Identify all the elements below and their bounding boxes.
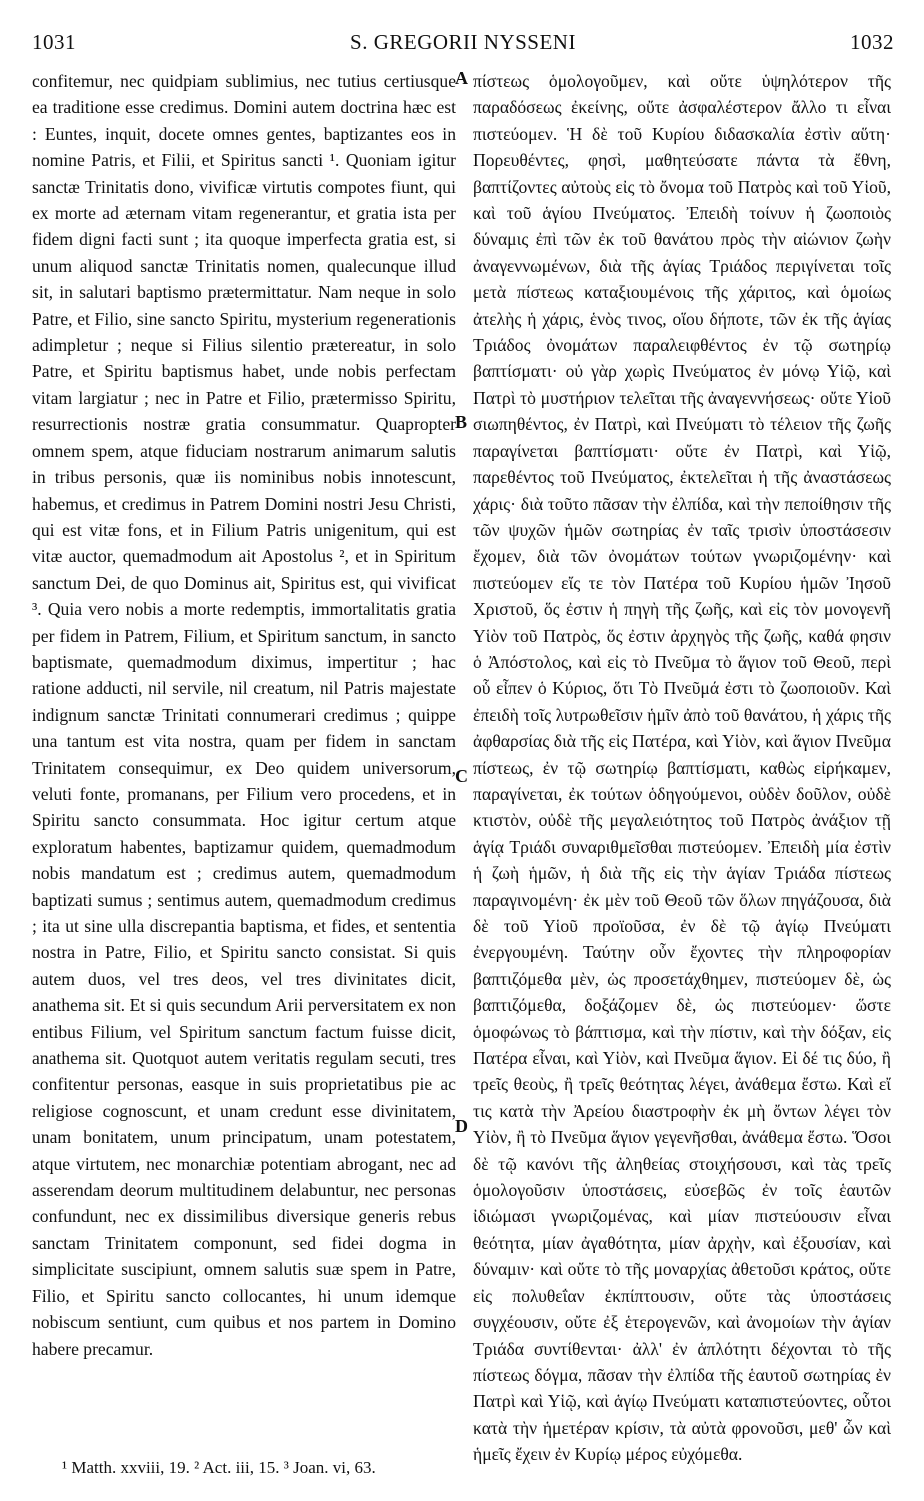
section-marker-d: D bbox=[455, 1116, 468, 1136]
footnotes: ¹ Matth. xxviii, 19. ² Act. iii, 15. ³ Joan. vi, 63. bbox=[62, 1458, 376, 1477]
page-number-left: 1031 bbox=[32, 30, 76, 54]
latin-column bbox=[32, 68, 456, 1448]
section-marker-b: B bbox=[455, 412, 468, 432]
section-marker-a: A bbox=[455, 68, 468, 88]
latin-text: confitemur, nec quidpiam sublimius, nec tutius certiusque ea traditione esse credimus. Domini autem doctrina hæc est : Euntes, inquit, docete omnes gentes, baptizantes eos in nomine Patris, et Filii, et Spiritus sancti ¹. Quoniam igitur sanctæ Trinitatis dono, vivificæ virtutis compotes fiunt, qui ex morte ad æternam vitam regenerantur, et gratia ista per fidem digni facti sunt ; ita quoque imperfecta gratia est, si unum aliquod sanctæ Trinitatis nomen, qualecunque illud sit, in salutari baptismo prætermittatur. Nam neque in solo Patre, et Filio, sine sancto Spiritu, mysterium regenerationis adimpletur ; neque si Filius silentio prætereatur, in solo Patre, et Spiritu baptismus habet, unde nobis perfectam vitam largiatur ; nec in Patre et Filio, prætermisso Spiritu, resurrectionis nostræ gratia consummatur. Quapropter omnem spem, atque fiduciam nostrarum animarum salutis in tribus personis, quæ iis nominibus nobis innotescunt, habemus, et credimus in Patrem Domini nostri Jesu Christi, qui est vitæ fons, et in Filium Patris unigenitum, qui est vitæ auctor, quemadmodum ait Apostolus ², et in Spiritum sanctum Dei, de quo Dominus ait, Spiritus est, qui vivificat ³. Quia vero nobis a morte redemptis, immortalitatis gratia per fidem in Patrem, Filium, et Spiritum sanctum, in sancto baptismate, quemadmodum diximus, impertitur ; hac ratione adducti, nil servile, nil creatum, nil Patris majestate indignum sanctæ Trinitati connumerari credimus ; quippe una tantum est vita nostra, quam per fidem in sanctam Trinitatem consequimur, ex Deo quidem universorum, veluti fonte, promanans, per Filium vero procedens, et in Spiritu sancto consummata. Hoc igitur certum atque exploratum habentes, baptizamur quidem, quemadmodum nobis mandatum est ; credimus autem, quemadmodum baptizati sumus ; sentimus autem, quemadmodum credimus ; ita ut sine ulla discrepantia baptisma, et fides, et sententia nostra in Patre, Filio, et Spiritu sancto consistat. Si quis autem duos, vel tres deos, vel tres divinitates dicit, anathema sit. Et si quis secundum Arii perversitatem ex non entibus Filium, vel Spiritum sanctum factum fuisse dicit, anathema sit. Quotquot autem veritatis regulam secuti, tres confitentur personas, easque in suis proprietatibus pie ac religiose cognoscunt, et unam credunt esse divinitatem, unam bonitatem, unum principatum, unam potestatem, atque virtutem, nec monarchiæ potentiam abrogant, nec ad asserendam deorum multitudinem delabuntur, nec personas confundunt, nec ex dissimilibus diversique generis rebus sanctam Trinitatem componunt, sed fidei dogma in simplicitate suscipiunt, omnem salutis suæ spem in Patre, Filio, et Spiritu sancto collocantes, hi unum idemque nobiscum sentiunt, cum quibus et nos partem in Domino habere precamur. bbox=[32, 71, 456, 1359]
page-number-right: 1032 bbox=[850, 30, 894, 54]
section-marker-c: C bbox=[455, 766, 468, 786]
greek-text: πίστεως ὁμολογοῦμεν, καὶ οὔτε ὑψηλότερον τῆς παραδόσεως ἐκείνης, οὔτε ἀσφαλέστερον ἄλλο τι εἶναι πιστεύομεν. Ἡ δὲ τοῦ Κυρίου διδασκαλία ἐστὶν αὕτη· Πορευθέντες, φησὶ, μαθητεύσατε πάντα τὰ ἔθνη, βαπτίζοντες αὐτοὺς εἰς τὸ ὄνομα τοῦ Πατρὸς καὶ τοῦ Υἱοῦ, καὶ τοῦ ἁγίου Πνεύματος. Ἐπειδὴ τοίνυν ἡ ζωοποιὸς δύναμις ἐπὶ τῶν ἐκ τοῦ θανάτου πρὸς τὴν αἰώνιον ζωὴν ἀναγεννωμένων, διὰ τῆς ἁγίας Τριάδος περιγίνεται τοῖς μετὰ πίστεως καταξιουμένοις τῆς χάριτος, καὶ ὁμοίως ἀτελὴς ἡ χάρις, ἑνὸς τινος, οἵου δήποτε, τῶν ἐκ τῆς ἁγίας Τριάδος ὀνομάτων παραλειφθέντος ἐν τῷ σωτηρίῳ βαπτίσματι· οὐ γὰρ χωρὶς Πνεύματος ἐν μόνῳ Υἱῷ, καὶ Πατρὶ τὸ μυστήριον τελεῖται τῆς ἀναγεννήσεως· οὔτε Υἱοῦ σιωπηθέντος, ἐν Πατρὶ, καὶ Πνεύματι τὸ τέλειον τῆς ζωῆς παραγίνεται βαπτίσματι· οὔτε ἐν Πατρὶ, καὶ Υἱῷ, παρεθέντος τοῦ Πνεύματος, ἐκτελεῖται ἡ τῆς ἀναστάσεως χάρις· διὰ τοῦτο πᾶσαν τὴν ἐλπίδα, καὶ τὴν πεποίθησιν τῆς τῶν ψυχῶν ἡμῶν σωτηρίας ἐν ταῖς τρισὶν ὑποστάσεσιν ἔχομεν, διὰ τῶν ὀνομάτων τούτων γνωριζομένην· καὶ πιστεύομεν εἴς τε τὸν Πατέρα τοῦ Κυρίου ἡμῶν Ἰησοῦ Χριστοῦ, ὅς ἐστιν ἡ πηγὴ τῆς ζωῆς, καὶ εἰς τὸν μονογενῆ Υἱὸν τοῦ Πατρὸς, ὅς ἐστιν ἀρχηγὸς τῆς ζωῆς, καθά φησιν ὁ Ἀπόστολος, καὶ εἰς τὸ Πνεῦμα τὸ ἅγιον τοῦ Θεοῦ, περὶ οὗ εἶπεν ὁ Κύριος, ὅτι Τὸ Πνεῦμά ἐστι τὸ ζωοποιοῦν. Καὶ ἐπειδὴ τοῖς λυτρωθεῖσιν ἡμῖν ἀπὸ τοῦ θανάτου, ἡ χάρις τῆς ἀφθαρσίας διὰ τῆς εἰς Πατέρα, καὶ Υἱὸν, καὶ ἅγιον Πνεῦμα πίστεως, ἐν τῷ σωτηρίῳ βαπτίσματι, καθὼς εἰρήκαμεν, παραγίνεται, ἐκ τούτων ὁδηγούμενοι, οὐδὲν δοῦλον, οὐδὲ κτιστὸν, οὐδὲ τῆς μεγαλειότητος τοῦ Πατρὸς ἀνάξιον τῇ ἁγίᾳ Τριάδι συναριθμεῖσθαι πιστεύομεν. Ἐπειδὴ μία ἐστὶν ἡ ζωὴ ἡμῶν, ἡ διὰ τῆς εἰς τὴν ἁγίαν Τριάδα πίστεως παραγινομένη· ἐκ μὲν τοῦ Θεοῦ τῶν ὅλων πηγάζουσα, διὰ δὲ τοῦ Υἱοῦ προϊοῦσα, ἐν δὲ τῷ ἁγίῳ Πνεύματι ἐνεργουμένη. Ταύτην οὖν ἔχοντες τὴν πληροφορίαν βαπτιζόμεθα μὲν, ὡς προσετάχθημεν, πιστεύομεν δὲ, ὡς βαπτιζόμεθα, δοξάζομεν δὲ, ὡς πιστεύομεν· ὥστε ὁμοφώνως τὸ βάπτισμα, καὶ τὴν πίστιν, καὶ τὴν δόξαν, εἰς Πατέρα εἶναι, καὶ Υἱὸν, καὶ Πνεῦμα ἅγιον. Εἰ δέ τις δύο, ἢ τρεῖς θεοὺς, ἢ τρεῖς θεότητας λέγει, ἀνάθεμα ἔστω. Καὶ εἴ τις κατὰ τὴν Ἀρείου διαστροφὴν ἐκ μὴ ὄντων λέγει τὸν Υἱὸν, ἢ τὸ Πνεῦμα ἅγιον γεγενῆσθαι, ἀνάθεμα ἔστω. Ὅσοι δὲ τῷ κανόνι τῆς ἀληθείας στοιχήσουσι, καὶ τὰς τρεῖς ὁμολογοῦσιν ὑποστάσεις, εὐσεβῶς ἐν τοῖς ἑαυτῶν ἰδιώμασι γνωριζομένας, καὶ μίαν πιστεύουσιν εἶναι θεότητα, μίαν ἀγαθότητα, μίαν ἀρχὴν, καὶ ἐξουσίαν, καὶ δύναμιν· καὶ οὔτε τὸ τῆς μοναρχίας ἀθετοῦσι κράτος, οὔτε εἰς πολυθεΐαν ἐκπίπτουσιν, οὔτε τὰς ὑποστάσεις συγχέουσιν, οὔτε ἐξ ἑτερογενῶν, καὶ ἀνομοίων τὴν ἁγίαν Τριάδα συντίθενται· ἀλλ' ἐν ἁπλότητι δέχονται τὸ τῆς πίστεως δόγμα, πᾶσαν τὴν ἐλπίδα τῆς ἑαυτοῦ σωτηρίας ἐν Πατρὶ καὶ Υἱῷ, καὶ ἁγίῳ Πνεύματι καταπιστεύοντες, οὗτοι κατὰ τὴν ἡμετέραν κρίσιν, τὰ αὐτὰ φρονοῦσι, μεθ' ὧν καὶ ἡμεῖς ἔχειν ἐν Κυρίῳ μέρος εὐχόμεθα. bbox=[473, 71, 891, 1465]
greek-column bbox=[473, 68, 891, 1465]
running-header bbox=[32, 30, 894, 60]
running-title: S. GREGORII NYSSENI bbox=[350, 30, 576, 54]
